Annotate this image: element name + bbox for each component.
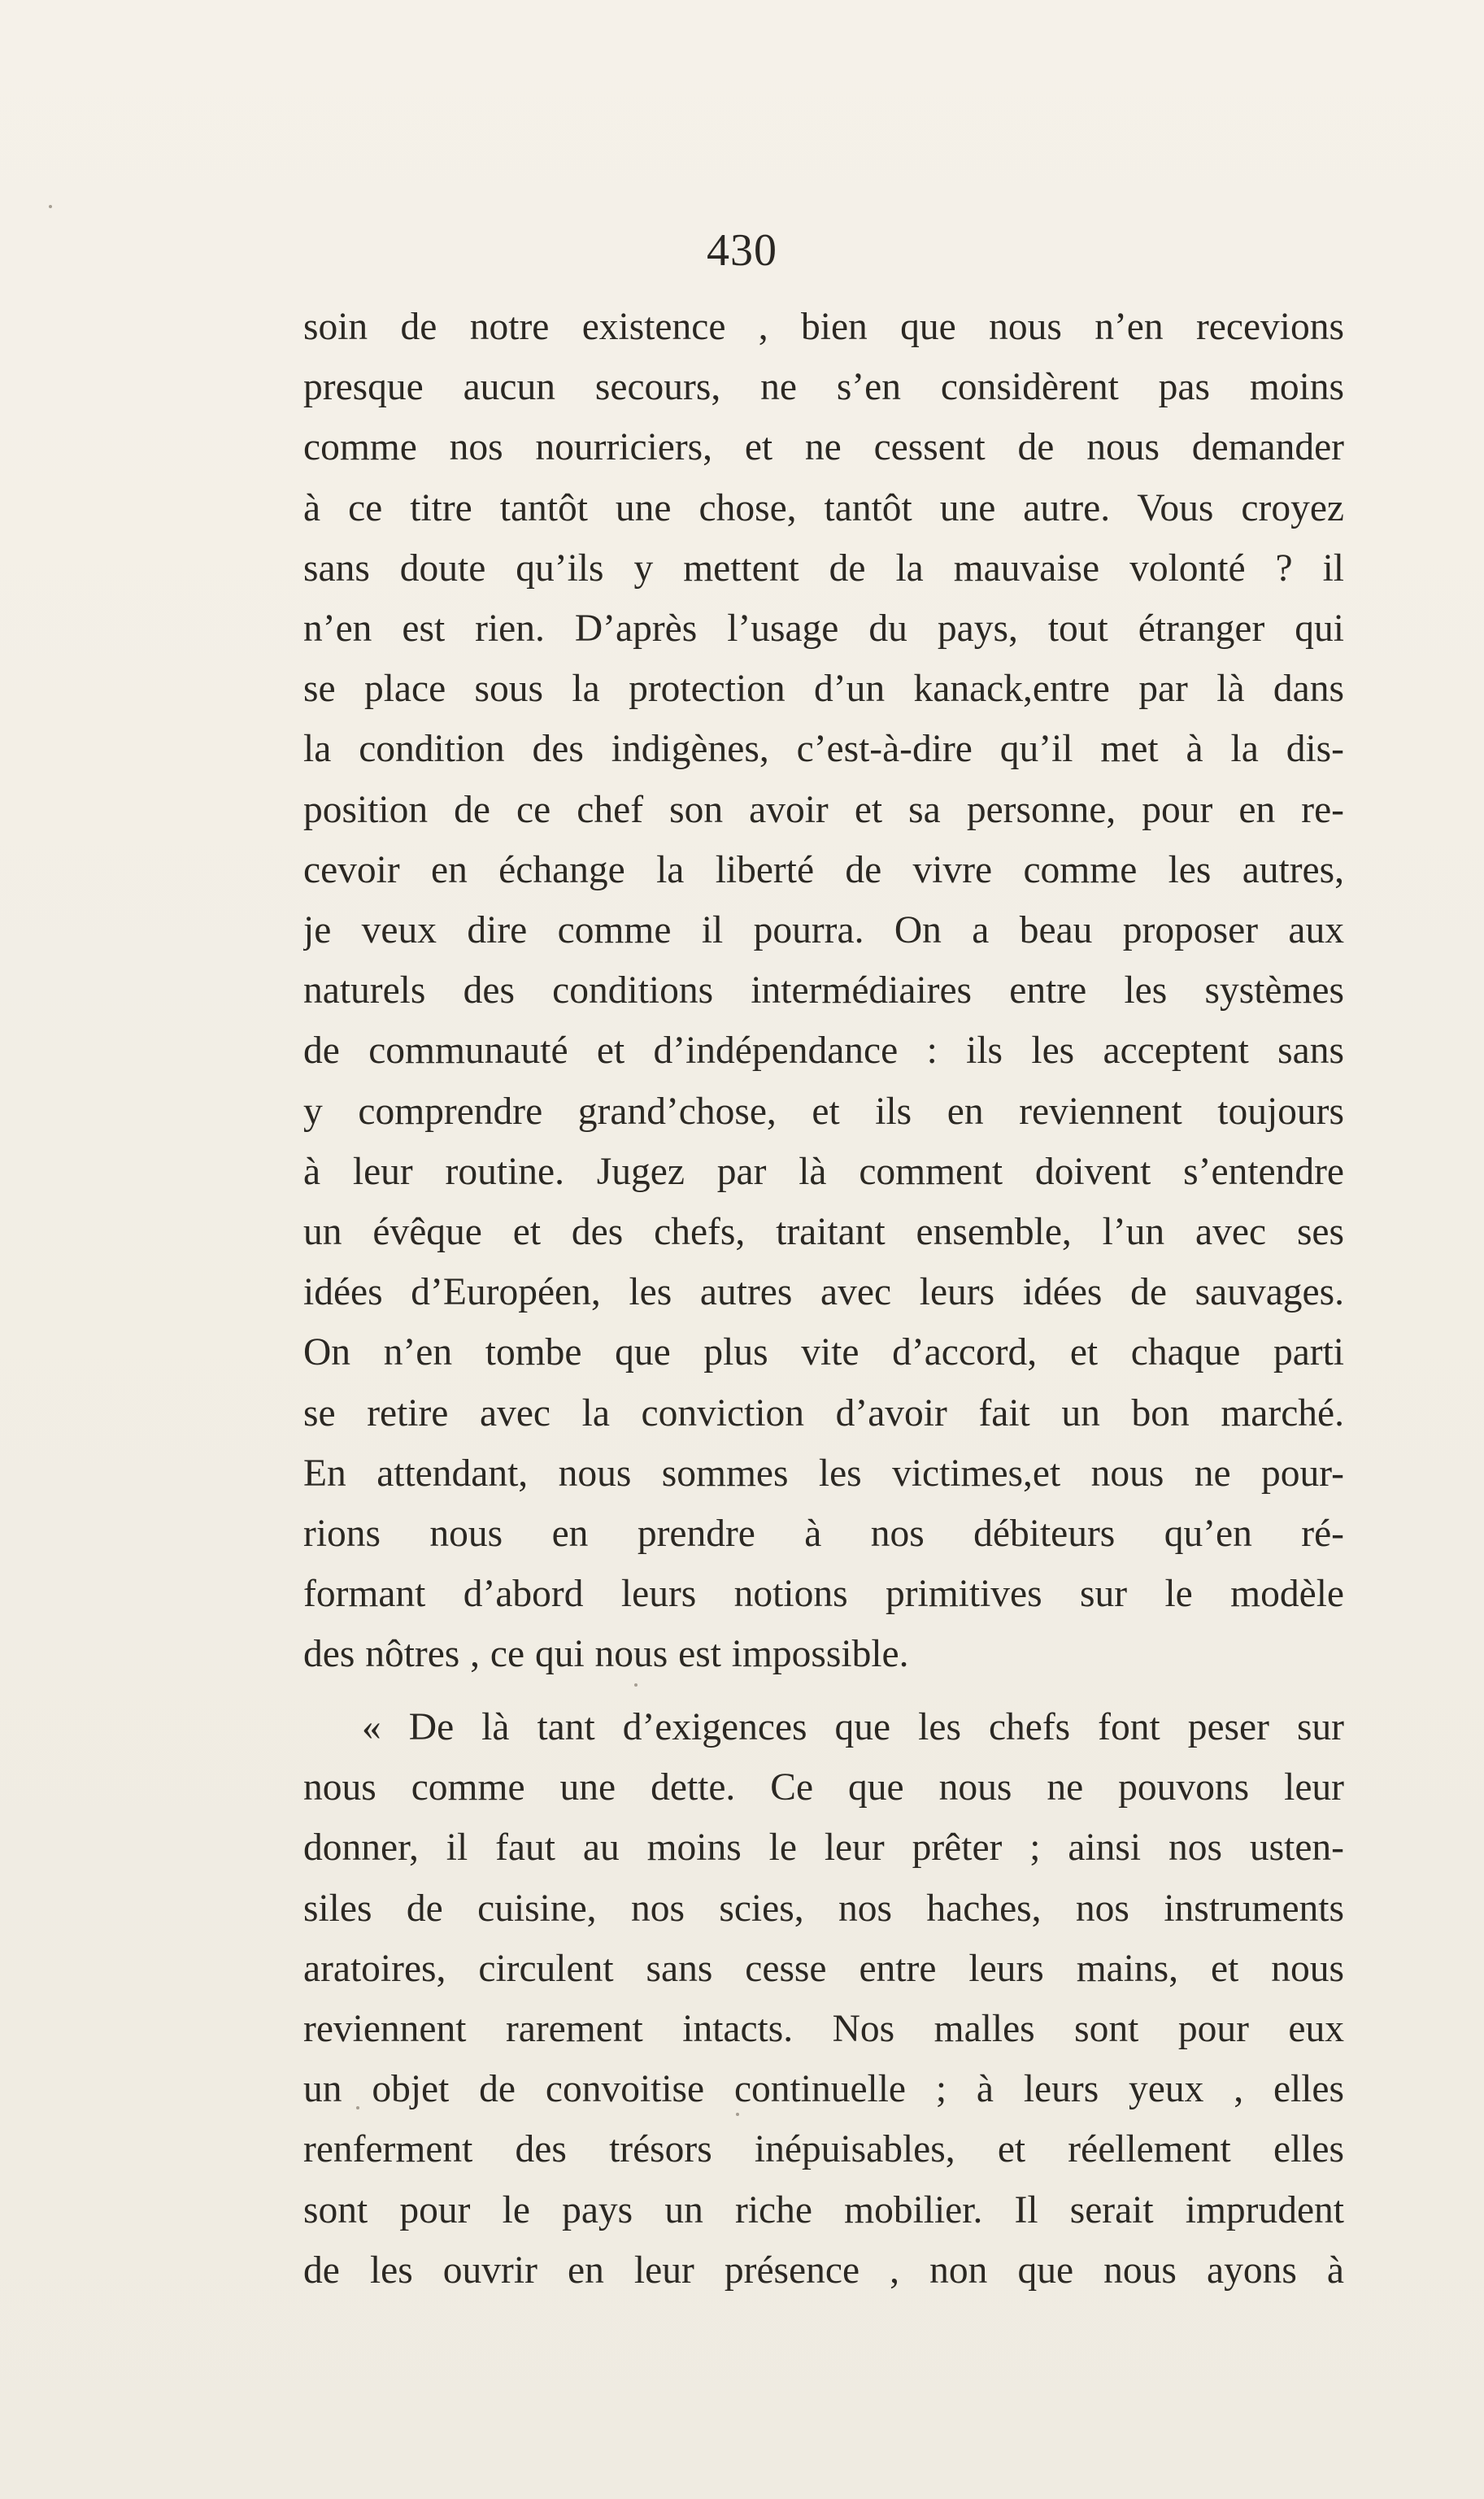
text-line: de communauté et d’indépendance : ils les acceptent sans [303,1030,1344,1073]
text-line: position de ce chef son avoir et sa personne, pour en re- [303,788,1344,831]
text-line: je veux dire comme il pourra. On a beau proposer aux [303,909,1344,952]
text-line: à ce titre tantôt une chose, tantôt une autre. Vous croyez [303,486,1344,529]
text-line: soin de notre existence , bien que nous n’en recevions [303,306,1344,348]
text-line: cevoir en échange la liberté de vivre comme les autres, [303,848,1344,891]
text-line: y comprendre grand’chose, et ils en reviennent toujours [303,1090,1344,1133]
text-line: se place sous la protection d’un kanack,entre par là dans [303,668,1344,711]
text-line: à leur routine. Jugez par là comment doivent s’entendre [303,1150,1344,1193]
text-line: comme nos nourriciers, et ne cessent de nous demander [303,426,1344,469]
text-line: donner, il faut au moins le leur prêter ; ainsi nos usten- [303,1826,1344,1870]
paragraph-2 [303,1697,1344,2301]
text-line: On n’en tombe que plus vite d’accord, et chaque parti [303,1331,1344,1374]
text-line: la condition des indigènes, c’est-à-dire qu’il met à la dis- [303,728,1344,771]
text-line: de les ouvrir en leur présence , non que nous ayons à [303,2249,1344,2292]
text-line: des nôtres , ce qui nous est impossible. [303,1633,909,1676]
text-line: idées d’Européen, les autres avec leurs idées de sauvages. [303,1271,1344,1314]
text-line: formant d’abord leurs notions primitives sur le modèle [303,1573,1344,1616]
text-line: siles de cuisine, nos scies, nos haches, nos instruments [303,1887,1344,1930]
text-line: « De là tant d’exigences que les chefs font peser sur [362,1706,1344,1748]
text-line: presque aucun secours, ne s’en considèrent pas moins [303,366,1344,409]
page-number: 430 [707,225,777,276]
paper-speck [736,2113,739,2116]
text-line: En attendant, nous sommes les victimes,et nous ne pour- [303,1452,1344,1495]
text-line: un objet de convoitise continuelle ; à leurs yeux , elles [303,2068,1344,2111]
text-line: n’en est rien. D’après l’usage du pays, tout étranger qui [303,607,1344,651]
paragraph-1 [303,297,1344,1685]
text-line: reviennent rarement intacts. Nos malles sont pour eux [303,2008,1344,2051]
text-line: renferment des trésors inépuisables, et réellement elles [303,2128,1344,2171]
text-line: se retire avec la conviction d’avoir fait un bon marché. [303,1391,1344,1435]
text-line: naturels des conditions intermédiaires entre les systèmes [303,969,1344,1012]
text-line: sans doute qu’ils y mettent de la mauvaise volonté ? il [303,546,1344,590]
paper-speck [356,2106,359,2109]
paper-speck [634,1683,638,1687]
paper-speck [49,205,52,208]
text-line: aratoires, circulent sans cesse entre leurs mains, et nous [303,1947,1344,1990]
text-line: nous comme une dette. Ce que nous ne pouvons leur [303,1766,1344,1809]
text-line: rions nous en prendre à nos débiteurs qu’en ré- [303,1513,1344,1556]
text-line: un évêque et des chefs, traitant ensemble, l’un avec ses [303,1211,1344,1254]
text-line: sont pour le pays un riche mobilier. Il serait imprudent [303,2188,1344,2231]
